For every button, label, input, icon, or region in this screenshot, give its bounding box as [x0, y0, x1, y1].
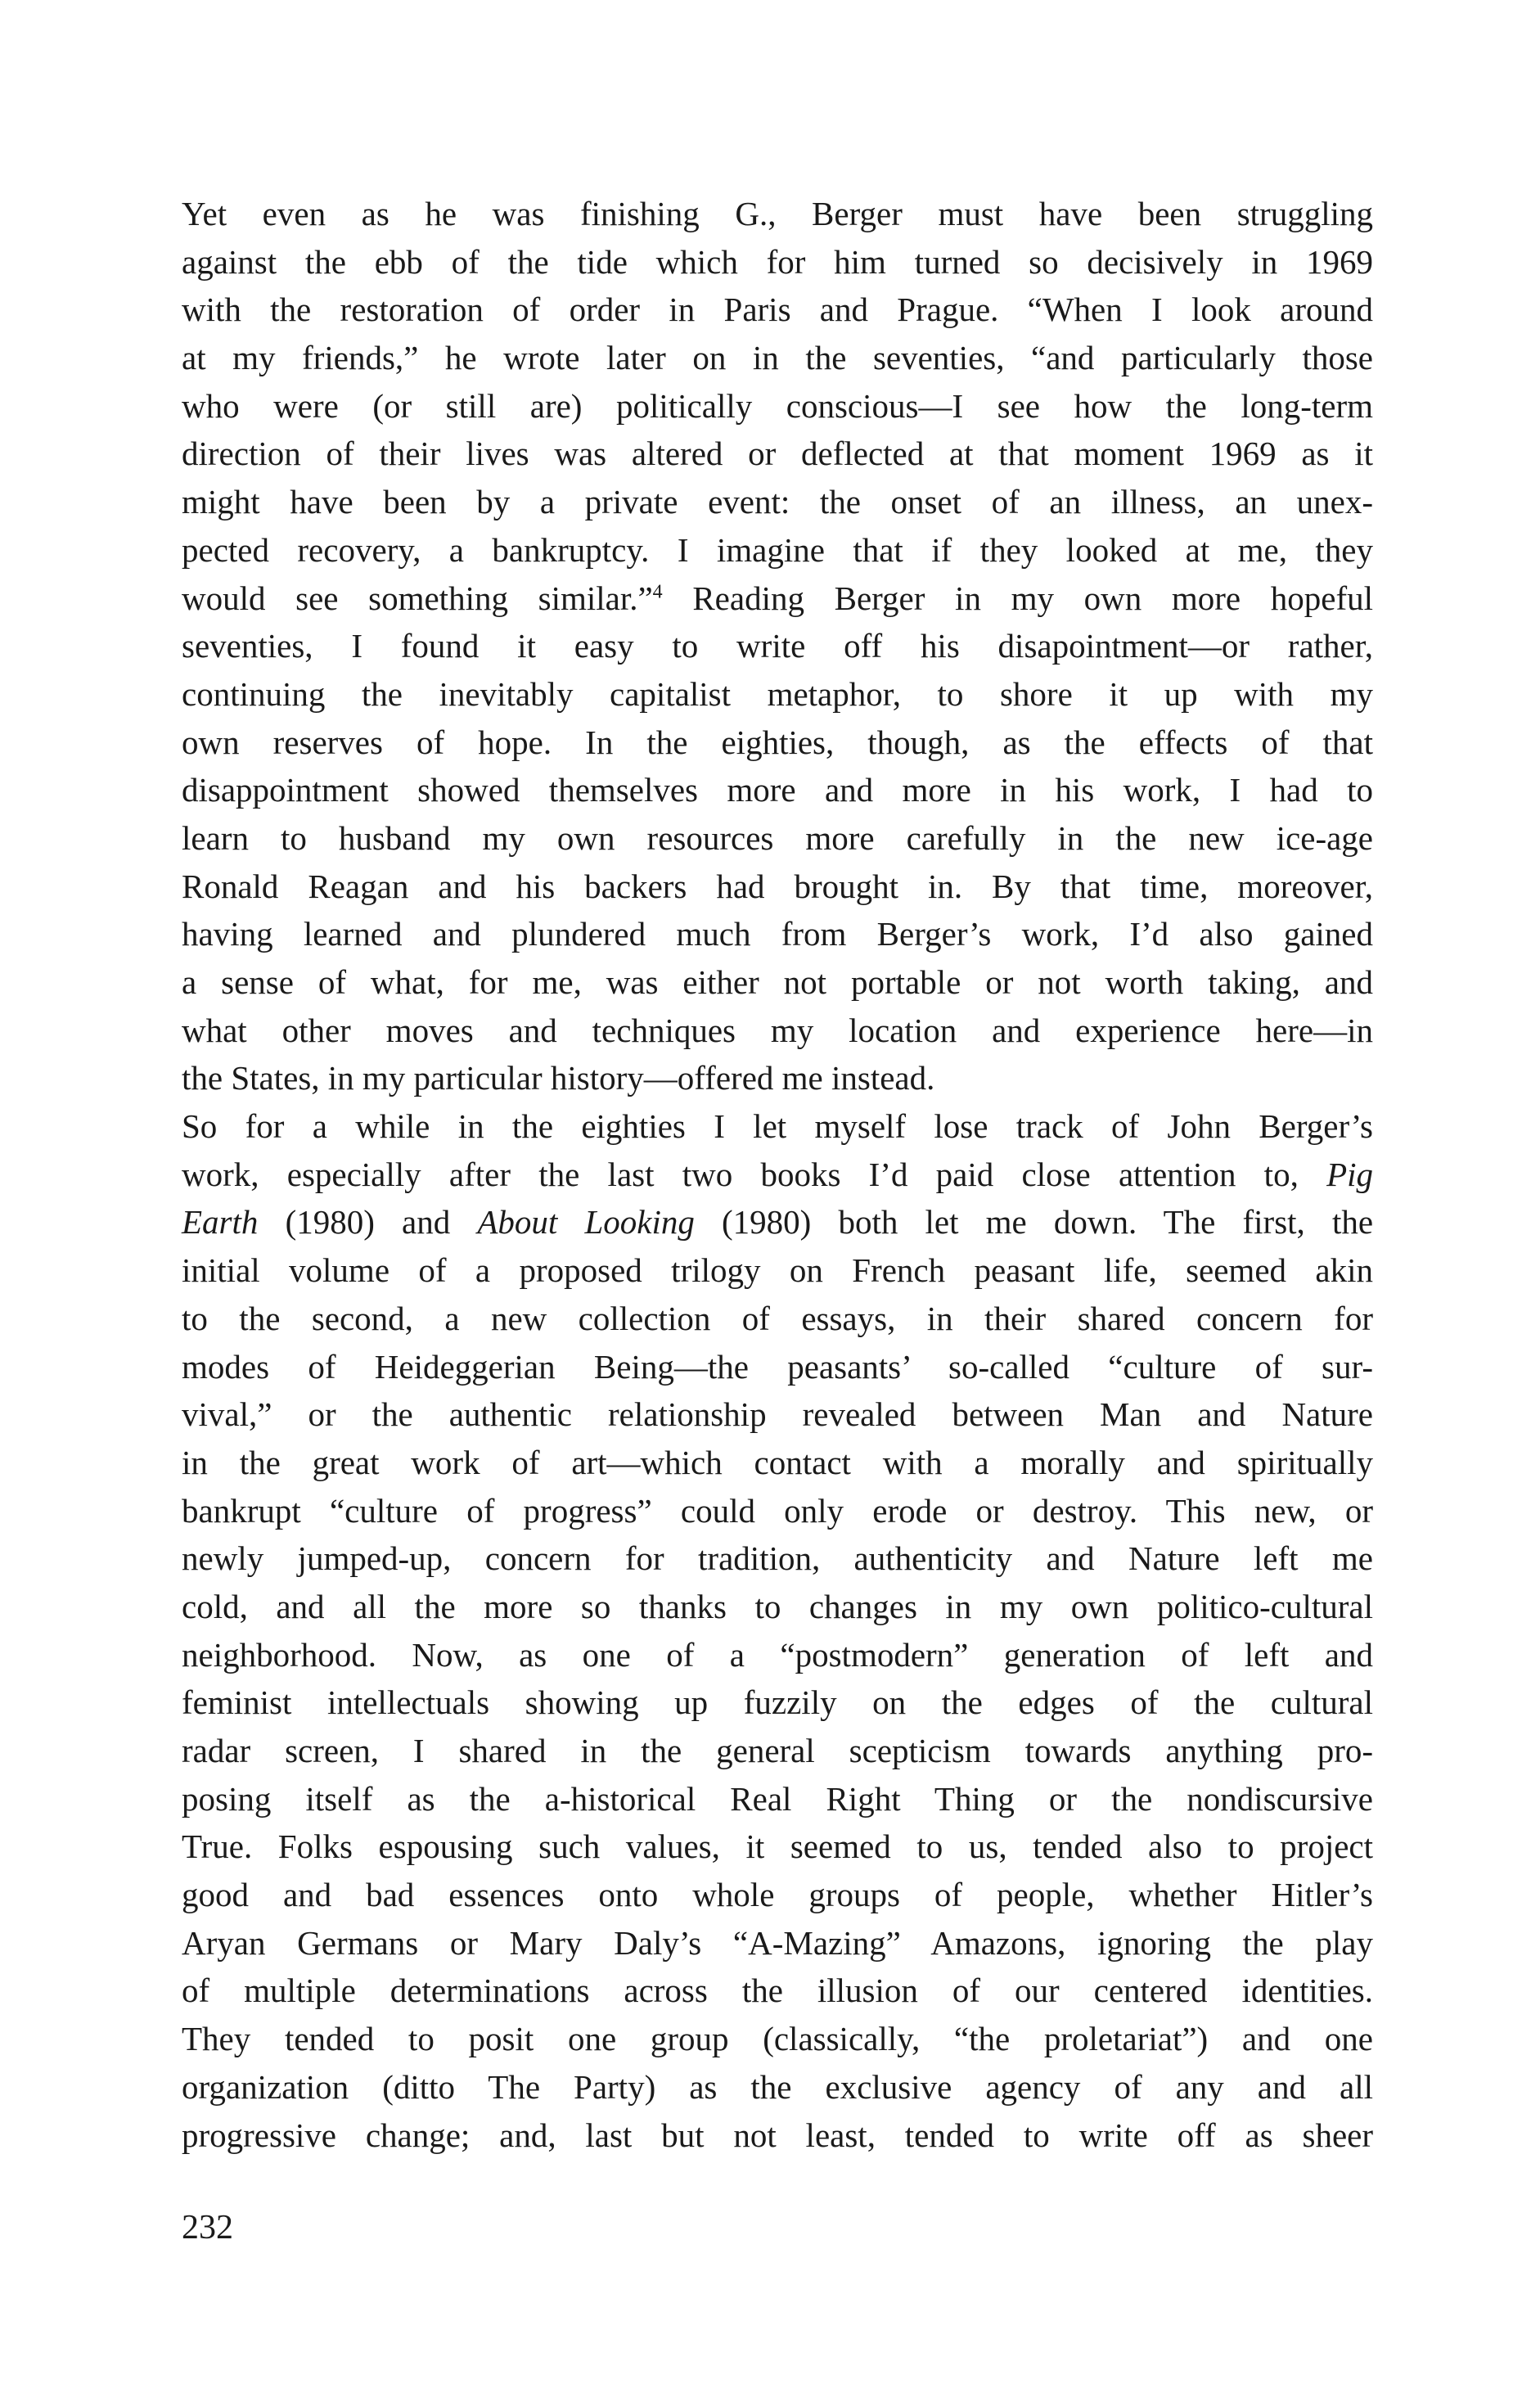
text: own reserves of hope. In the eighties, though, as the effects of that — [182, 723, 1373, 761]
paragraph-1-line-16 — [182, 910, 1373, 958]
text: vival,” or the authentic relationship revealed between Man and Nature — [182, 1395, 1373, 1434]
page-number: 232 — [182, 2209, 233, 2247]
text: would see something similar.” — [182, 579, 653, 617]
text: a sense of what, for me, was either not portable or not worth taking, and — [182, 963, 1373, 1001]
paragraph-1-line-4 — [182, 334, 1373, 382]
paragraph-1-line-6 — [182, 430, 1373, 478]
paragraph-2-line-15 — [182, 1775, 1373, 1823]
paragraph-2-line-4 — [182, 1246, 1373, 1295]
text: feminist intellectuals showing up fuzzily on the edges of the cultural — [182, 1683, 1373, 1722]
text: They tended to posit one group (classically, “the proletariat”) and one — [182, 2020, 1373, 2058]
paragraph-2-line-2 — [182, 1151, 1373, 1199]
paragraph-2-line-17 — [182, 1871, 1373, 1919]
paragraph-2-line-11 — [182, 1583, 1373, 1631]
text: posing itself as the a-historical Real Right Thing or the nondiscursive — [182, 1779, 1373, 1818]
paragraph-2-line-18 — [182, 1919, 1373, 1967]
paragraph-2-line-5 — [182, 1295, 1373, 1343]
text: pected recovery, a bankruptcy. I imagine that if they looked at me, they — [182, 530, 1373, 569]
text: neighborhood. Now, as one of a “postmodern” generation of left and — [182, 1635, 1373, 1674]
text: the States, in my particular history—offered me instead. — [182, 1059, 935, 1097]
paragraph-1-line-11 — [182, 670, 1373, 719]
paragraph-2-line-6 — [182, 1343, 1373, 1391]
text: newly jumped-up, concern for tradition, authenticity and Nature left me — [182, 1539, 1373, 1578]
text: who were (or still are) politically conscious—I see how the long-term — [182, 386, 1373, 425]
text: (1980) both let me down. The first, the — [722, 1203, 1374, 1242]
text: against the ebb of the tide which for him turned so decisively in 1969 — [182, 242, 1373, 281]
text: Yet even as he was finishing G., Berger must have been struggling — [182, 195, 1373, 232]
text: might have been by a private event: the onset of an illness, an unex- — [182, 483, 1373, 521]
paragraph-2-line-21 — [182, 2063, 1373, 2111]
paragraph-2-line-7 — [182, 1390, 1373, 1439]
text: continuing the inevitably capitalist metaphor, to shore it up with my — [182, 674, 1373, 713]
text: organization (ditto The Party) as the exclusive agency of any and all — [182, 2067, 1373, 2106]
paragraph-2-line-16 — [182, 1823, 1373, 1871]
paragraph-2-line-1 — [182, 1102, 1373, 1151]
paragraph-1-line-12 — [182, 719, 1373, 767]
paragraph-1-line-1 — [182, 190, 1373, 238]
paragraph-2-line-9 — [182, 1487, 1373, 1535]
paragraph-1-line-5 — [182, 382, 1373, 430]
paragraph-1-line-9 — [182, 575, 1373, 623]
text: disappointment showed themselves more and more in his work, I had to — [182, 771, 1373, 809]
paragraph-1-line-2 — [182, 238, 1373, 286]
paragraph-1-line-19 — [182, 1054, 1373, 1102]
paragraph-1-line-13 — [182, 766, 1373, 814]
paragraph-2-line-22 — [182, 2111, 1373, 2160]
paragraph-2-line-13 — [182, 1679, 1373, 1727]
text: direction of their lives was altered or deflected at that moment 1969 as it — [182, 435, 1373, 473]
text: So for a while in the eighties I let myself lose track of John Berger’s — [182, 1107, 1373, 1146]
text: bankrupt “culture of progress” could only erode or destroy. This new, or — [182, 1491, 1373, 1530]
text: cold, and all the more so thanks to changes in my own politico-cultural — [182, 1587, 1373, 1625]
text: learn to husband my own resources more carefully in the new ice-age — [182, 818, 1373, 857]
text: of multiple determinations across the illusion of our centered identities. — [182, 1972, 1373, 2010]
text: having learned and plundered much from Berger’s work, I’d also gained — [182, 915, 1373, 953]
paragraph-1-line-3 — [182, 286, 1373, 334]
paragraph-1-line-8 — [182, 526, 1373, 575]
text: to the second, a new collection of essays, in their shared concern for — [182, 1299, 1373, 1337]
paragraph-1-line-15 — [182, 863, 1373, 911]
text: (1980) and — [285, 1203, 451, 1242]
book-title-earth: Earth — [182, 1203, 259, 1242]
text: what other moves and techniques my location and experience here—in — [182, 1011, 1373, 1049]
text: with the restoration of order in Paris and Prague. “When I look around — [182, 291, 1373, 329]
paragraph-2-line-12 — [182, 1631, 1373, 1679]
paragraph-1-line-14 — [182, 814, 1373, 863]
paragraph-1-line-10 — [182, 622, 1373, 670]
text: good and bad essences onto whole groups of people, whether Hitler’s — [182, 1876, 1373, 1914]
paragraph-2-line-8 — [182, 1439, 1373, 1487]
text: radar screen, I shared in the general scepticism towards anything pro- — [182, 1732, 1373, 1769]
paragraph-2-line-20 — [182, 2015, 1373, 2063]
text: seventies, I found it easy to write off his disapointment—or rather, — [182, 627, 1373, 665]
text: True. Folks espousing such values, it seemed to us, tended also to project — [182, 1827, 1373, 1866]
paragraph-2-line-3 — [182, 1198, 1373, 1246]
text: modes of Heideggerian Being—the peasants’ so-called “culture of sur- — [182, 1347, 1373, 1386]
text: at my friends,” he wrote later on in the seventies, “and particularly those — [182, 339, 1373, 377]
text: Ronald Reagan and his backers had brought in. By that time, moreover, — [182, 867, 1373, 905]
text: initial volume of a proposed trilogy on French peasant life, seemed akin — [182, 1251, 1373, 1290]
paragraph-1-line-17 — [182, 958, 1373, 1007]
footnote-marker: 4 — [652, 580, 663, 602]
paragraph-2-line-19 — [182, 1967, 1373, 2015]
paragraph-1-line-7 — [182, 478, 1373, 526]
paragraph-2-line-10 — [182, 1534, 1373, 1583]
text: Reading Berger in my own more hopeful — [692, 579, 1374, 617]
paragraph-1-line-18 — [182, 1007, 1373, 1055]
body-text — [182, 190, 1373, 2159]
text: in the great work of art—which contact with a morally and spiritually — [182, 1443, 1373, 1481]
text: progressive change; and, last but not least, tended to write off as sheer — [182, 2116, 1373, 2154]
text: work, especially after the last two books I’d paid close attention to, — [182, 1155, 1299, 1193]
book-title-about-looking: About Looking — [477, 1203, 695, 1242]
paragraph-2-line-14 — [182, 1727, 1373, 1775]
text: Aryan Germans or Mary Daly’s “A-Mazing” Amazons, ignoring the play — [182, 1923, 1373, 1962]
book-title-pig: Pig — [1326, 1155, 1373, 1193]
